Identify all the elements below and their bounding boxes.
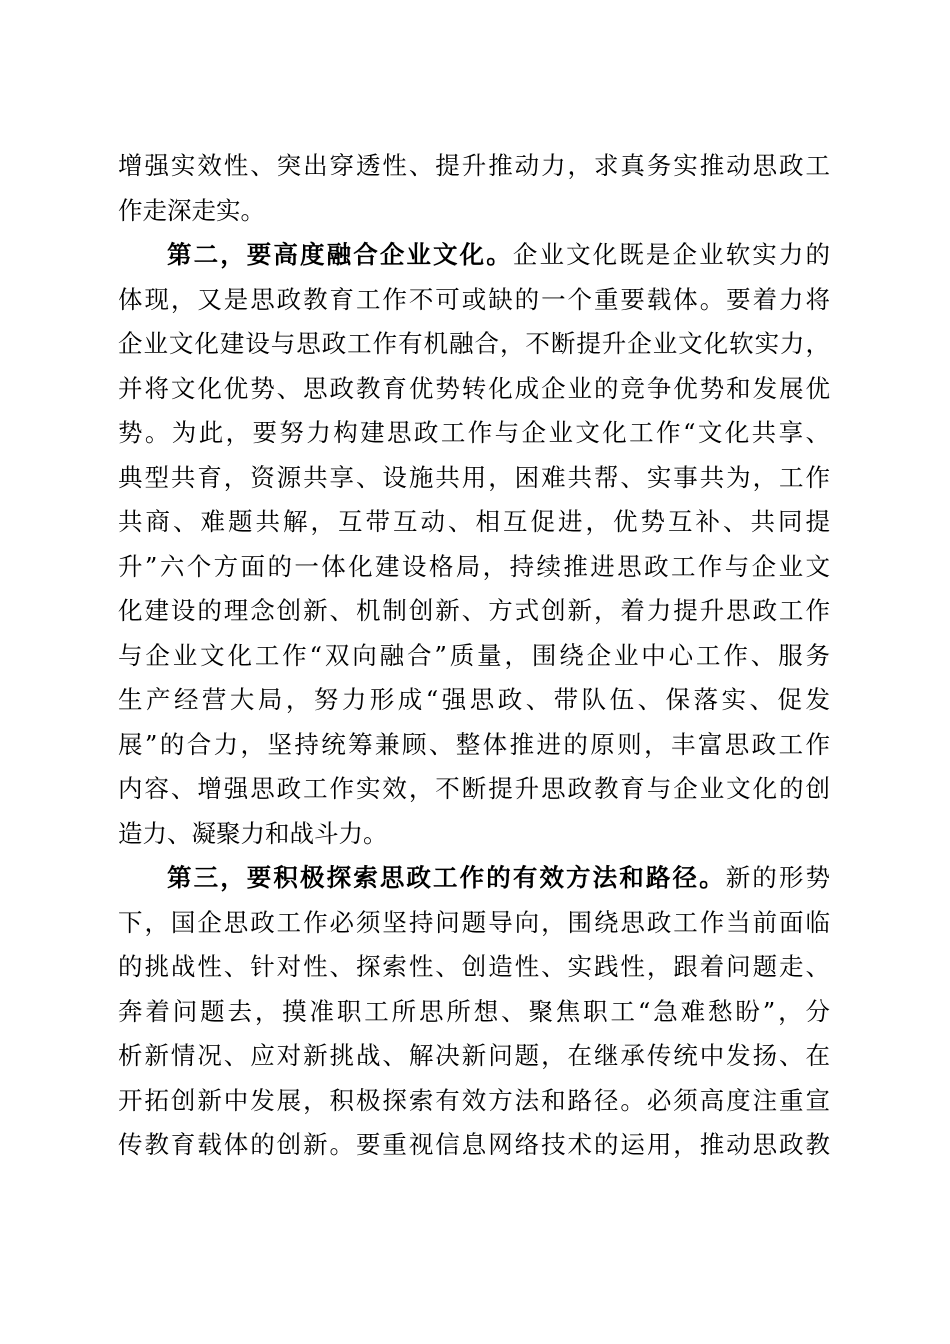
paragraph-3-line-6: 开拓创新中发展，积极探索有效方法和路径。必须高度注重宣	[118, 1085, 830, 1115]
paragraph-2-line-7: 共商、难题共解，互带互动、相互促进，优势互补、共同提	[118, 507, 830, 536]
body-text	[118, 144, 830, 1168]
paragraph-2-line-6: 典型共育，资源共享、设施共用，困难共帮、实事共为，工作	[118, 462, 830, 492]
paragraph-3-line-3: 的挑战性、针对性、探索性、创造性、实践性，跟着问题走、	[118, 952, 830, 981]
paragraph-2-line-3: 企业文化建设与思政工作有机融合，不断提升企业文化软实力，	[118, 329, 830, 358]
paragraph-2-line-8: 升”六个方面的一体化建设格局，持续推进思政工作与企业文	[118, 551, 830, 581]
paragraph-2-line-10: 与企业文化工作“双向融合”质量，围绕企业中心工作、服务	[118, 640, 830, 670]
paragraph-2-line-11: 生产经营大局，努力形成“强思政、带队伍、保落实、促发	[118, 685, 830, 714]
paragraph-2-line-13: 内容、增强思政工作实效，不断提升思政教育与企业文化的创	[118, 774, 830, 803]
paragraph-2-line-12: 展”的合力，坚持统筹兼顾、整体推进的原则，丰富思政工作	[118, 729, 830, 759]
paragraph-2-line-14: 造力、凝聚力和战斗力。	[118, 818, 388, 848]
paragraph-3-line-2: 下，国企思政工作必须坚持问题导向，围绕思政工作当前面临	[118, 907, 830, 937]
paragraph-1-line-1: 增强实效性、突出穿透性、提升推动力，求真务实推动思政工	[118, 151, 830, 180]
paragraph-3-line-1	[118, 856, 830, 901]
paragraph-3-line-5: 析新情况、应对新挑战、解决新问题，在继承传统中发扬、在	[118, 1041, 830, 1070]
paragraph-2-first-line-text: 企业文化既是企业软实力的	[512, 240, 831, 269]
paragraph-2-line-9: 化建设的理念创新、机制创新、方式创新，着力提升思政工作	[118, 596, 830, 625]
paragraph-1-line-2: 作走深走实。	[118, 195, 265, 225]
paragraph-3-first-line-text: 新的形势	[725, 863, 830, 892]
paragraph-2-line-5: 势。为此，要努力构建思政工作与企业文化工作“文化共享、	[118, 418, 830, 447]
paragraph-3-heading: 第三，要积极探索思政工作的有效方法和路径。	[167, 863, 726, 892]
paragraph-2-heading: 第二，要高度融合企业文化。	[167, 240, 513, 269]
paragraph-2-line-4: 并将文化优势、思政教育优势转化成企业的竞争优势和发展优	[118, 373, 830, 403]
paragraph-3-line-7: 传教育载体的创新。要重视信息网络技术的运用，推动思政教	[118, 1130, 830, 1159]
paragraph-3-line-4: 奔着问题去，摸准职工所思所想、聚焦职工“急难愁盼”，分	[118, 996, 830, 1026]
paragraph-2-line-2: 体现，又是思政教育工作不可或缺的一个重要载体。要着力将	[118, 284, 830, 314]
paragraph-2-line-1	[118, 233, 830, 278]
